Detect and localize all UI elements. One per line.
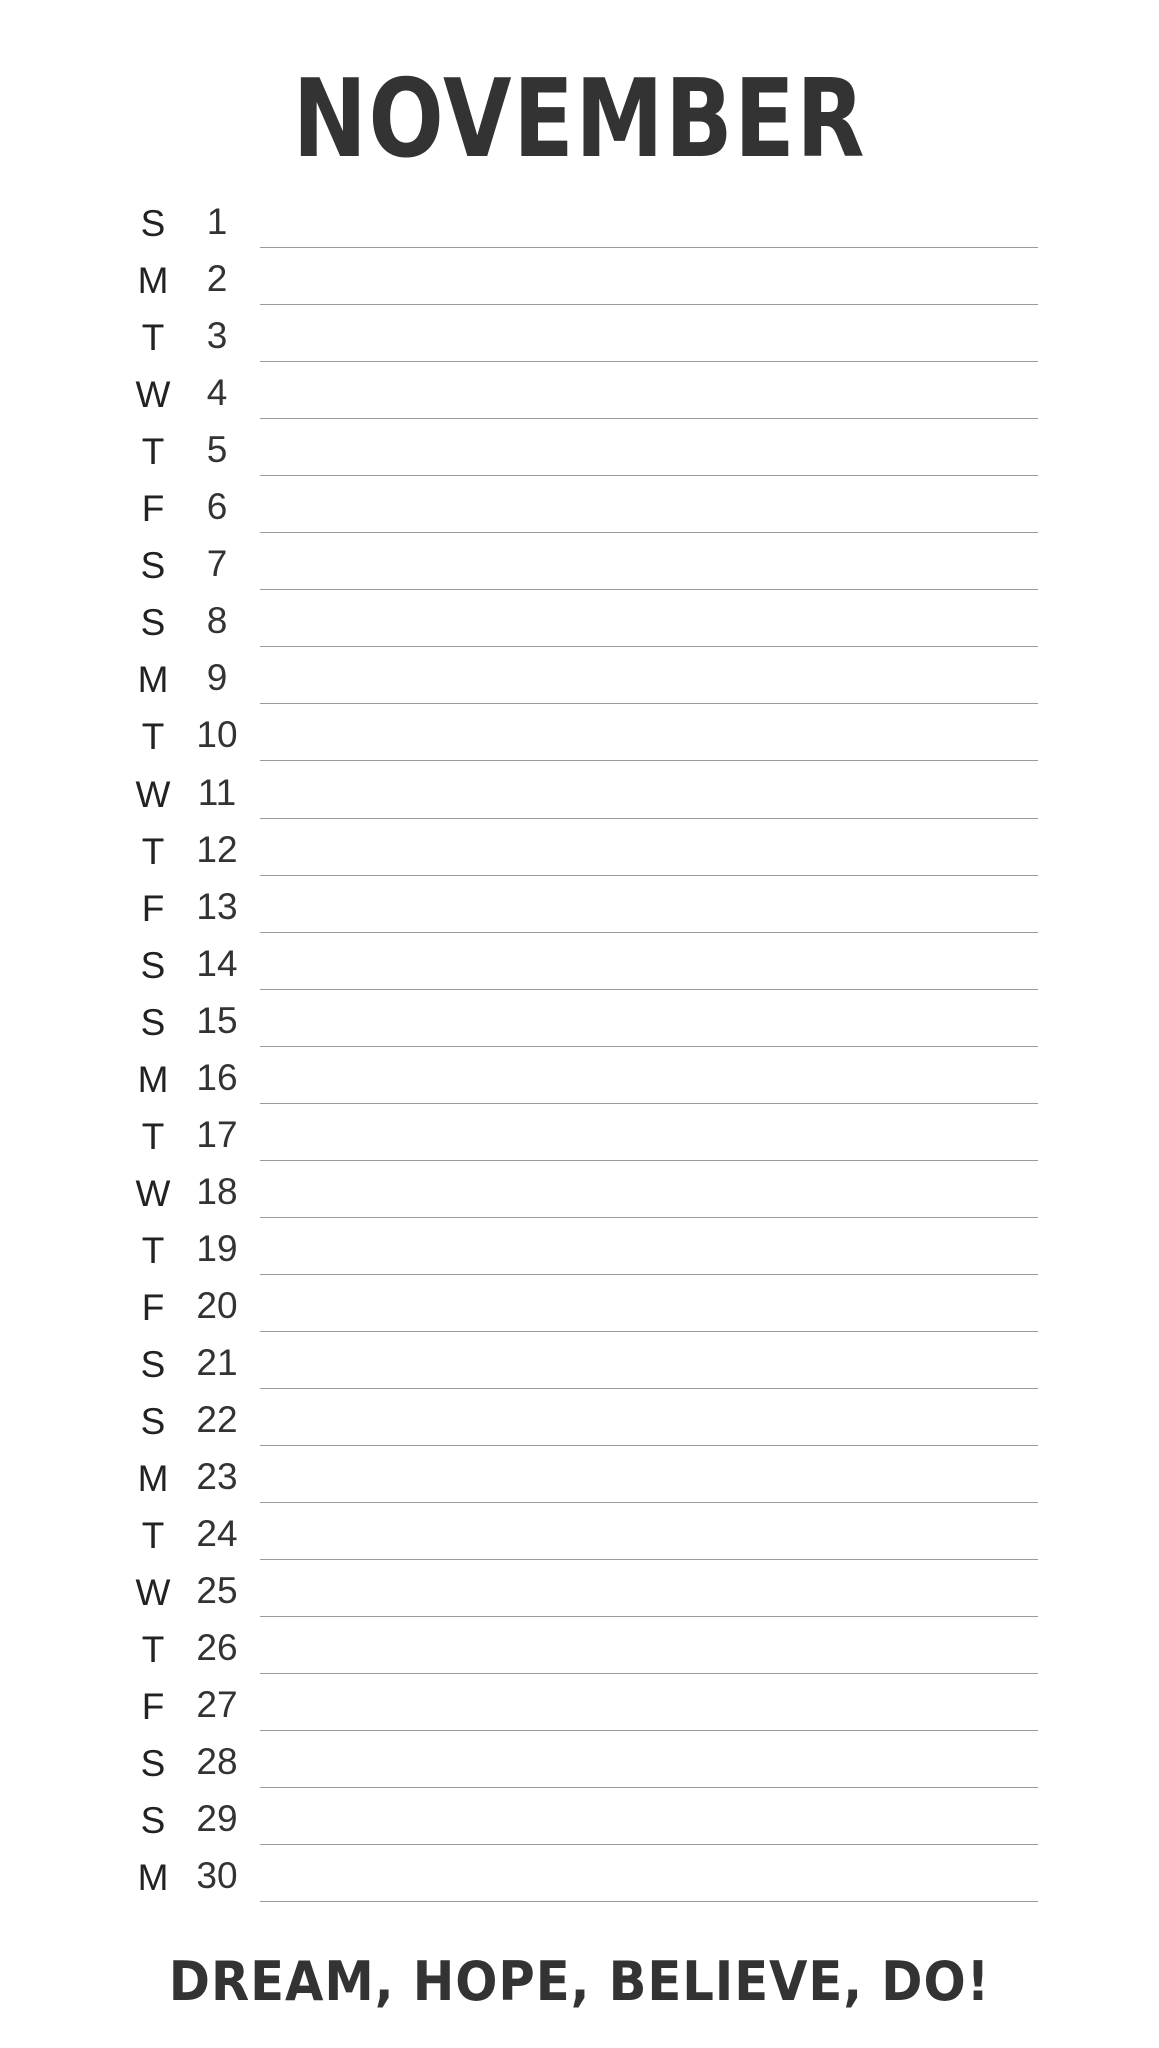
day-number: 11 [197, 771, 237, 813]
day-number: 20 [196, 1284, 238, 1326]
weekday-label: W [135, 1572, 171, 1614]
day-row [0, 711, 1159, 768]
weekday-label: M [137, 1857, 169, 1899]
writing-line[interactable] [260, 818, 1038, 819]
day-row [0, 1453, 1159, 1510]
writing-line[interactable] [260, 475, 1038, 476]
writing-line[interactable] [260, 875, 1038, 876]
day-number: 3 [206, 315, 228, 357]
writing-line[interactable] [260, 1160, 1038, 1161]
day-number: 8 [206, 600, 228, 642]
writing-line[interactable] [260, 1046, 1038, 1047]
day-row [0, 940, 1159, 997]
weekday-label: F [141, 887, 165, 929]
day-number: 10 [196, 714, 238, 756]
writing-line[interactable] [260, 1445, 1038, 1446]
weekday-label: S [140, 1344, 166, 1385]
day-number: 17 [196, 1113, 238, 1155]
weekday-label: W [135, 374, 171, 416]
weekday-label: T [141, 1115, 165, 1157]
day-row [0, 883, 1159, 940]
day-row [0, 997, 1159, 1054]
day-row [0, 1681, 1159, 1738]
weekday-label: T [141, 830, 165, 872]
day-row [0, 1852, 1159, 1909]
weekday-label: W [135, 1172, 171, 1214]
writing-line[interactable] [260, 532, 1038, 533]
day-row [0, 654, 1159, 711]
day-number: 28 [196, 1741, 238, 1783]
writing-line[interactable] [260, 760, 1038, 761]
day-number: 16 [196, 1056, 238, 1098]
day-row [0, 597, 1159, 654]
day-number: 22 [196, 1399, 238, 1441]
day-number: 7 [206, 543, 228, 585]
day-row [0, 1282, 1159, 1339]
writing-line[interactable] [260, 1673, 1038, 1674]
weekday-label: F [141, 1286, 165, 1328]
day-row [0, 769, 1159, 826]
day-row [0, 1624, 1159, 1681]
weekday-label: S [140, 1743, 166, 1785]
writing-line[interactable] [260, 1388, 1038, 1389]
writing-line[interactable] [260, 646, 1038, 647]
weekday-label: S [140, 203, 166, 244]
weekday-label: S [140, 944, 166, 986]
writing-line[interactable] [260, 1616, 1038, 1617]
writing-line[interactable] [260, 247, 1038, 248]
weekday-label: T [141, 431, 165, 473]
day-row [0, 826, 1159, 883]
day-number: 29 [196, 1798, 238, 1840]
day-row [0, 1510, 1159, 1567]
weekday-label: M [137, 1458, 169, 1500]
day-number: 9 [206, 657, 228, 699]
weekday-label: S [140, 1401, 166, 1443]
motto-text: DREAM, HOPE, BELIEVE, DO! [168, 1950, 991, 2013]
writing-line[interactable] [260, 1844, 1038, 1845]
writing-line[interactable] [260, 989, 1038, 990]
weekday-label: S [140, 1001, 166, 1043]
day-number: 27 [196, 1684, 238, 1726]
weekday-label: S [140, 545, 166, 587]
writing-line[interactable] [260, 932, 1038, 933]
writing-line[interactable] [260, 1274, 1038, 1275]
weekday-label: M [137, 260, 169, 302]
writing-line[interactable] [260, 1730, 1038, 1731]
day-number: 21 [196, 1342, 238, 1383]
day-row [0, 1054, 1159, 1111]
writing-line[interactable] [260, 1217, 1038, 1218]
day-row [0, 1396, 1159, 1453]
weekday-label: T [141, 1229, 165, 1271]
weekday-label: W [135, 773, 171, 815]
day-number: 13 [196, 885, 238, 927]
weekday-label: S [140, 602, 166, 644]
day-number: 15 [196, 999, 238, 1041]
day-number: 12 [196, 828, 238, 870]
day-row [0, 312, 1159, 369]
weekday-label: S [140, 1800, 166, 1842]
writing-line[interactable] [260, 361, 1038, 362]
day-row [0, 255, 1159, 312]
weekday-label: T [141, 1629, 165, 1671]
writing-line[interactable] [260, 703, 1038, 704]
day-number: 26 [196, 1627, 238, 1669]
day-row [0, 198, 1159, 255]
day-number: 23 [196, 1456, 238, 1498]
writing-line[interactable] [260, 1502, 1038, 1503]
weekday-label: M [137, 1058, 169, 1100]
weekday-label: T [141, 716, 165, 758]
weekday-label: T [141, 1515, 165, 1557]
page-title: NOVEMBER [292, 57, 867, 182]
day-row [0, 1168, 1159, 1225]
writing-line[interactable] [260, 1559, 1038, 1560]
day-row [0, 1225, 1159, 1282]
day-row [0, 1567, 1159, 1624]
day-row [0, 369, 1159, 426]
writing-line[interactable] [260, 589, 1038, 590]
weekday-label: F [141, 1686, 165, 1728]
weekday-label: M [137, 659, 169, 701]
day-row [0, 540, 1159, 597]
day-row [0, 1111, 1159, 1168]
day-row [0, 483, 1159, 540]
day-row [0, 1795, 1159, 1852]
weekday-label: F [141, 488, 165, 530]
writing-line[interactable] [260, 304, 1038, 305]
day-number: 14 [196, 942, 238, 984]
day-number: 18 [196, 1170, 238, 1212]
day-number: 1 [206, 201, 228, 242]
weekday-label: T [141, 317, 165, 359]
writing-line[interactable] [260, 1787, 1038, 1788]
day-number: 30 [196, 1855, 238, 1897]
day-number: 6 [206, 486, 228, 528]
day-number: 24 [196, 1513, 238, 1555]
day-row [0, 1738, 1159, 1795]
day-number: 19 [196, 1227, 238, 1269]
day-row [0, 1339, 1159, 1396]
day-number: 5 [206, 429, 228, 471]
writing-line[interactable] [260, 1103, 1038, 1104]
writing-line[interactable] [260, 1331, 1038, 1332]
day-row [0, 426, 1159, 483]
writing-line[interactable] [260, 418, 1038, 419]
writing-line[interactable] [260, 1901, 1038, 1902]
day-number: 4 [206, 372, 228, 414]
day-number: 2 [206, 258, 228, 300]
day-number: 25 [196, 1570, 238, 1612]
